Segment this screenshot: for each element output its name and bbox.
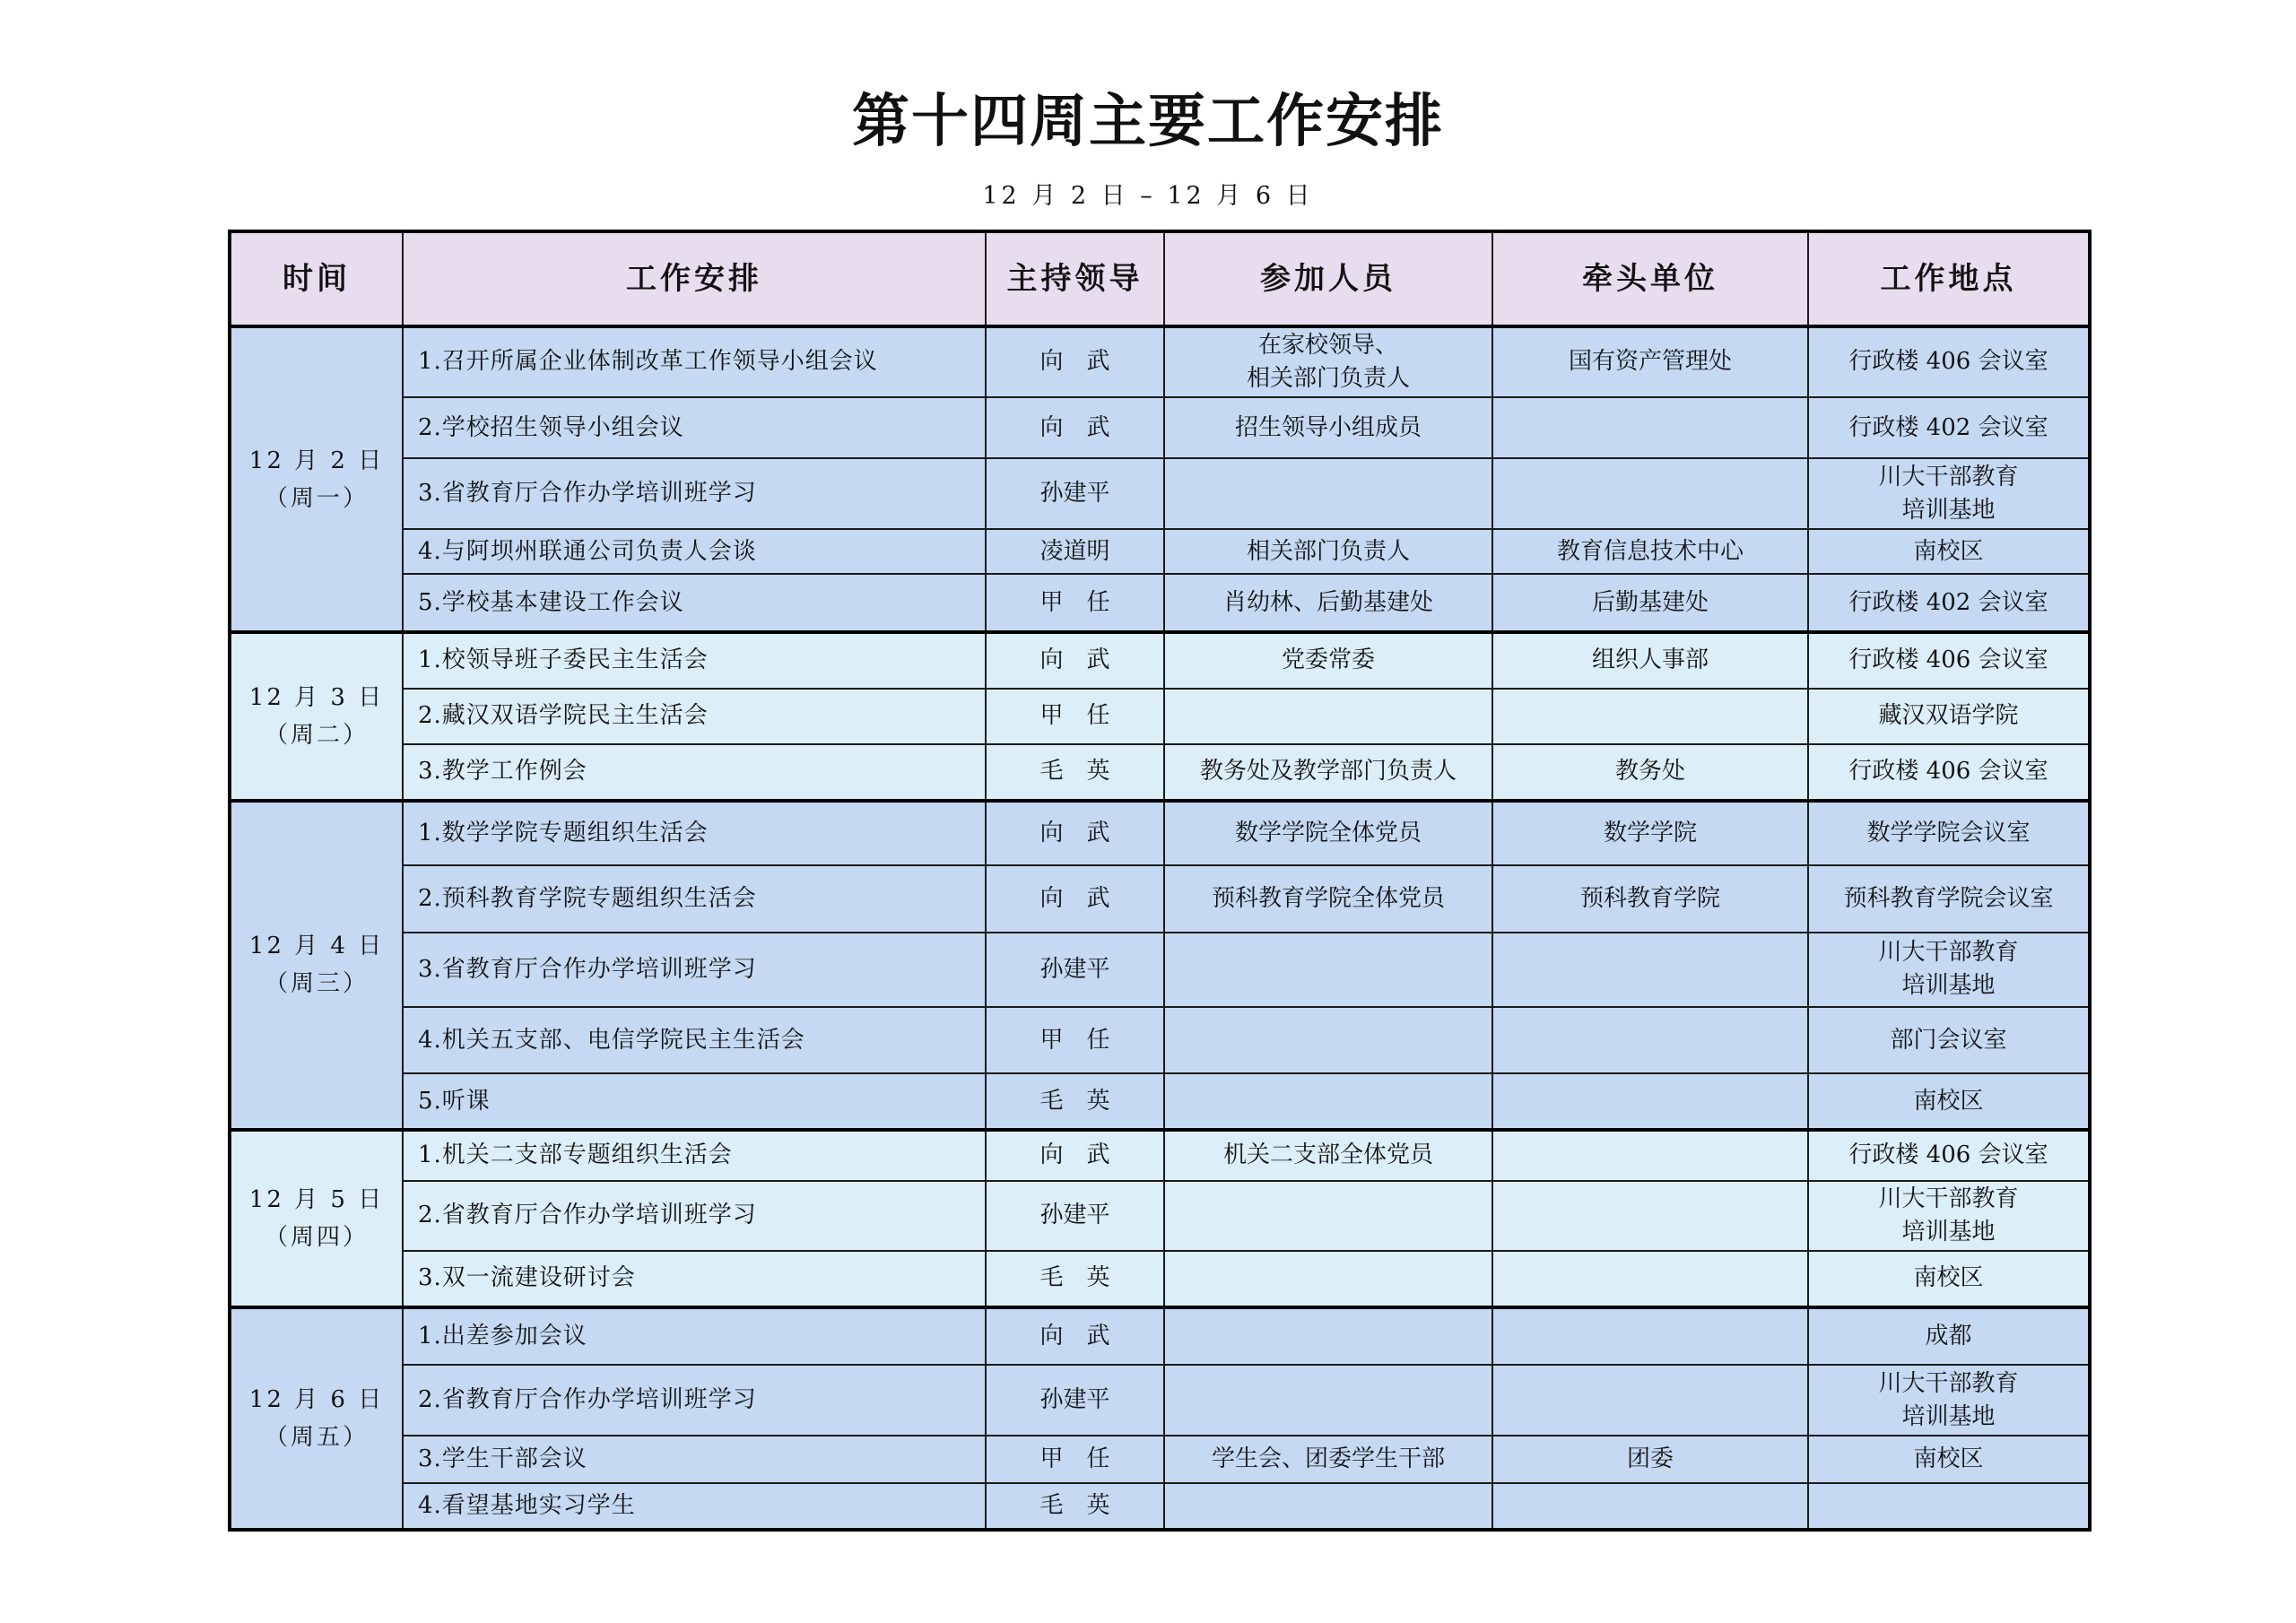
- lead-unit-cell: [1492, 1251, 1808, 1307]
- host-cell: 毛 英: [986, 1073, 1164, 1130]
- host-cell: 向 武: [986, 865, 1164, 933]
- lead-unit-cell: 教育信息技术中心: [1492, 529, 1808, 574]
- host-cell: 向 武: [986, 326, 1164, 397]
- lead-unit-cell: [1492, 689, 1808, 745]
- location-cell: 预科教育学院会议室: [1808, 865, 2090, 933]
- day-group: [230, 801, 2090, 1130]
- host-cell: 凌道明: [986, 529, 1164, 574]
- host-cell: 甲 任: [986, 1007, 1164, 1074]
- task-cell: 3.省教育厅合作办学培训班学习: [403, 458, 986, 529]
- day-date: 12 月 3 日: [248, 683, 385, 711]
- table-row: [230, 397, 2090, 459]
- task-cell: 3.双一流建设研讨会: [403, 1251, 986, 1307]
- participants-cell: 在家校领导、 相关部门负责人: [1164, 326, 1492, 397]
- participants-cell: [1164, 1307, 1492, 1366]
- lead-unit-cell: [1492, 397, 1808, 459]
- participants-cell: [1164, 933, 1492, 1007]
- host-cell: 甲 任: [986, 1436, 1164, 1482]
- host-cell: 孙建平: [986, 1365, 1164, 1436]
- day-cell: [230, 801, 403, 1130]
- day-cell: [230, 326, 403, 632]
- location-cell: 南校区: [1808, 1073, 2090, 1130]
- task-cell: 2.学校招生领导小组会议: [403, 397, 986, 459]
- header-time: 时间: [230, 231, 403, 326]
- lead-unit-cell: 团委: [1492, 1436, 1808, 1482]
- host-cell: 毛 英: [986, 1251, 1164, 1307]
- host-cell: 向 武: [986, 397, 1164, 459]
- lead-unit-cell: [1492, 1307, 1808, 1366]
- participants-cell: [1164, 1181, 1492, 1252]
- host-cell: 甲 任: [986, 574, 1164, 632]
- location-cell: 川大干部教育 培训基地: [1808, 458, 2090, 529]
- day-group: [230, 1130, 2090, 1307]
- host-cell: 向 武: [986, 632, 1164, 689]
- task-cell: 1.校领导班子委民主生活会: [403, 632, 986, 689]
- task-cell: 3.省教育厅合作办学培训班学习: [403, 933, 986, 1007]
- day-date: 12 月 5 日: [248, 1185, 385, 1213]
- lead-unit-cell: 数学学院: [1492, 801, 1808, 866]
- participants-cell: 教务处及教学部门负责人: [1164, 744, 1492, 801]
- task-cell: 4.机关五支部、电信学院民主生活会: [403, 1007, 986, 1074]
- header-lead-unit: 牵头单位: [1492, 231, 1808, 326]
- task-cell: 2.省教育厅合作办学培训班学习: [403, 1181, 986, 1252]
- host-cell: 向 武: [986, 1307, 1164, 1366]
- participants-cell: 相关部门负责人: [1164, 529, 1492, 574]
- day-weekday: （周五）: [264, 1423, 369, 1451]
- table-row: [230, 689, 2090, 745]
- table-row: [230, 1483, 2090, 1530]
- location-cell: 行政楼 406 会议室: [1808, 744, 2090, 801]
- table-header: [230, 231, 2090, 326]
- location-cell: 南校区: [1808, 529, 2090, 574]
- table-row: [230, 1073, 2090, 1130]
- table-row: [230, 933, 2090, 1007]
- location-cell: [1808, 1483, 2090, 1530]
- host-cell: 毛 英: [986, 744, 1164, 801]
- table-row: [230, 1251, 2090, 1307]
- page-title: 第十四周主要工作安排: [852, 88, 1444, 155]
- task-cell: 4.与阿坝州联通公司负责人会谈: [403, 529, 986, 574]
- task-cell: 2.省教育厅合作办学培训班学习: [403, 1365, 986, 1436]
- table-row: [230, 744, 2090, 801]
- header-task: 工作安排: [403, 231, 986, 326]
- participants-cell: [1164, 1073, 1492, 1130]
- table-row: [230, 1365, 2090, 1436]
- day-group: [230, 326, 2090, 632]
- participants-cell: 数学学院全体党员: [1164, 801, 1492, 866]
- lead-unit-cell: 后勤基建处: [1492, 574, 1808, 632]
- task-cell: 5.听课: [403, 1073, 986, 1130]
- location-cell: 川大干部教育 培训基地: [1808, 1181, 2090, 1252]
- host-cell: 孙建平: [986, 1181, 1164, 1252]
- table-row: [230, 326, 2090, 397]
- schedule-table: [228, 230, 2092, 1532]
- table-row: [230, 632, 2090, 689]
- day-cell: [230, 1307, 403, 1530]
- table-row: [230, 529, 2090, 574]
- participants-cell: 招生领导小组成员: [1164, 397, 1492, 459]
- lead-unit-cell: [1492, 1073, 1808, 1130]
- location-cell: 南校区: [1808, 1251, 2090, 1307]
- day-weekday: （周二）: [264, 721, 369, 749]
- participants-cell: [1164, 1365, 1492, 1436]
- host-cell: 向 武: [986, 801, 1164, 866]
- date-range: 12 月 2 日 – 12 月 6 日: [982, 182, 1314, 210]
- day-date: 12 月 4 日: [248, 933, 385, 960]
- host-cell: 向 武: [986, 1130, 1164, 1181]
- location-cell: 成都: [1808, 1307, 2090, 1366]
- table-row: [230, 801, 2090, 866]
- table-row: [230, 574, 2090, 632]
- table-row: [230, 1130, 2090, 1181]
- task-cell: 1.数学学院专题组织生活会: [403, 801, 986, 866]
- day-weekday: （周一）: [264, 484, 369, 512]
- location-cell: 行政楼 406 会议室: [1808, 326, 2090, 397]
- location-cell: 行政楼 406 会议室: [1808, 632, 2090, 689]
- participants-cell: [1164, 458, 1492, 529]
- participants-cell: [1164, 1251, 1492, 1307]
- location-cell: 行政楼 402 会议室: [1808, 574, 2090, 632]
- lead-unit-cell: [1492, 1181, 1808, 1252]
- location-cell: 行政楼 406 会议室: [1808, 1130, 2090, 1181]
- lead-unit-cell: [1492, 1130, 1808, 1181]
- lead-unit-cell: 预科教育学院: [1492, 865, 1808, 933]
- location-cell: 行政楼 402 会议室: [1808, 397, 2090, 459]
- table-row: [230, 1181, 2090, 1252]
- participants-cell: 肖幼林、后勤基建处: [1164, 574, 1492, 632]
- day-weekday: （周四）: [264, 1223, 369, 1251]
- participants-cell: 党委常委: [1164, 632, 1492, 689]
- task-cell: 1.机关二支部专题组织生活会: [403, 1130, 986, 1181]
- header-host: 主持领导: [986, 231, 1164, 326]
- lead-unit-cell: [1492, 458, 1808, 529]
- lead-unit-cell: [1492, 933, 1808, 1007]
- day-weekday: （周三）: [264, 970, 369, 998]
- participants-cell: [1164, 1483, 1492, 1530]
- participants-cell: 机关二支部全体党员: [1164, 1130, 1492, 1181]
- table-row: [230, 1436, 2090, 1482]
- task-cell: 5.学校基本建设工作会议: [403, 574, 986, 632]
- location-cell: 南校区: [1808, 1436, 2090, 1482]
- table-row: [230, 458, 2090, 529]
- task-cell: 3.教学工作例会: [403, 744, 986, 801]
- participants-cell: 学生会、团委学生干部: [1164, 1436, 1492, 1482]
- lead-unit-cell: 教务处: [1492, 744, 1808, 801]
- lead-unit-cell: [1492, 1365, 1808, 1436]
- day-cell: [230, 1130, 403, 1307]
- day-group: [230, 1307, 2090, 1530]
- task-cell: 2.藏汉双语学院民主生活会: [403, 689, 986, 745]
- location-cell: 数学学院会议室: [1808, 801, 2090, 866]
- host-cell: 毛 英: [986, 1483, 1164, 1530]
- lead-unit-cell: 国有资产管理处: [1492, 326, 1808, 397]
- lead-unit-cell: [1492, 1483, 1808, 1530]
- lead-unit-cell: 组织人事部: [1492, 632, 1808, 689]
- day-date: 12 月 2 日: [248, 447, 385, 474]
- location-cell: 部门会议室: [1808, 1007, 2090, 1074]
- table-row: [230, 1307, 2090, 1366]
- participants-cell: [1164, 689, 1492, 745]
- host-cell: 孙建平: [986, 458, 1164, 529]
- day-group: [230, 632, 2090, 801]
- header-participants: 参加人员: [1164, 231, 1492, 326]
- task-cell: 4.看望基地实习学生: [403, 1483, 986, 1530]
- task-cell: 1.出差参加会议: [403, 1307, 986, 1366]
- participants-cell: 预科教育学院全体党员: [1164, 865, 1492, 933]
- location-cell: 川大干部教育 培训基地: [1808, 1365, 2090, 1436]
- header-location: 工作地点: [1808, 231, 2090, 326]
- table-row: [230, 1007, 2090, 1074]
- host-cell: 孙建平: [986, 933, 1164, 1007]
- day-date: 12 月 6 日: [248, 1385, 385, 1413]
- host-cell: 甲 任: [986, 689, 1164, 745]
- participants-cell: [1164, 1007, 1492, 1074]
- lead-unit-cell: [1492, 1007, 1808, 1074]
- task-cell: 1.召开所属企业体制改革工作领导小组会议: [403, 326, 986, 397]
- task-cell: 3.学生干部会议: [403, 1436, 986, 1482]
- table-row: [230, 865, 2090, 933]
- location-cell: 藏汉双语学院: [1808, 689, 2090, 745]
- location-cell: 川大干部教育 培训基地: [1808, 933, 2090, 1007]
- day-cell: [230, 632, 403, 801]
- task-cell: 2.预科教育学院专题组织生活会: [403, 865, 986, 933]
